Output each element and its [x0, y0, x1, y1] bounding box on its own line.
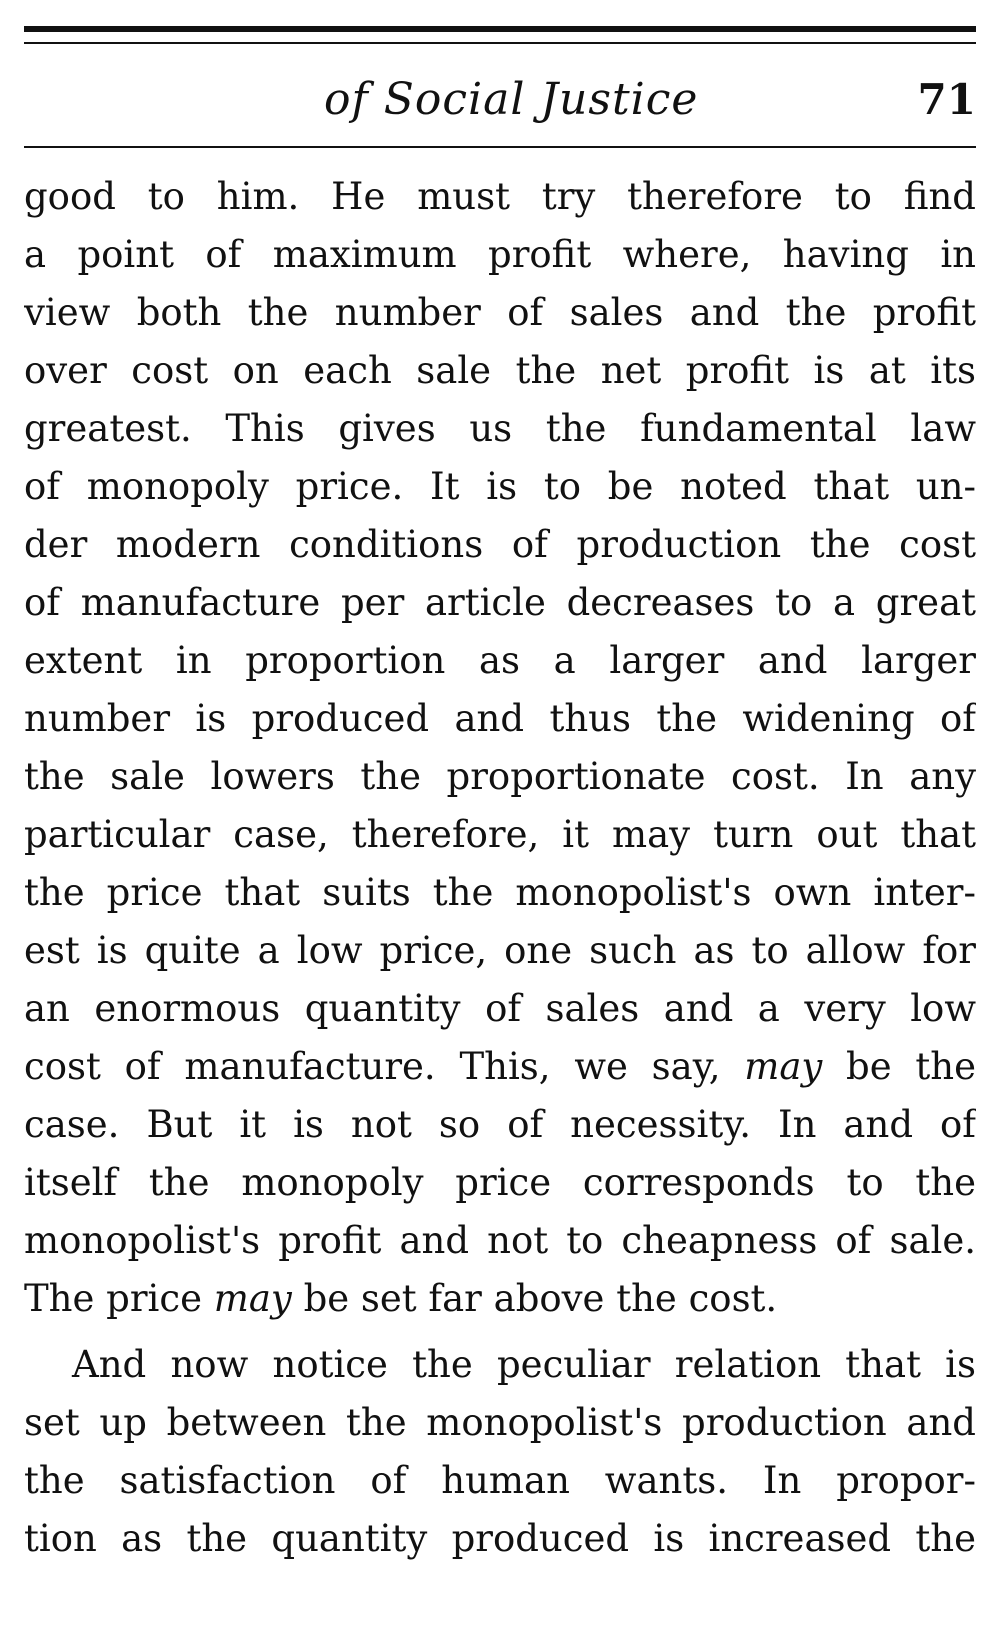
line-text: itself the monopoly price corresponds to the — [24, 1161, 976, 1204]
line-text: cost of manufacture. This, we say, — [24, 1045, 745, 1088]
line-text: particular case, therefore, it may turn out that — [24, 813, 976, 856]
emphasis-text: may — [744, 1045, 823, 1088]
text-line — [24, 1452, 976, 1510]
text-line — [24, 748, 976, 806]
text-line — [24, 458, 976, 516]
line-text: set up between the monopolist's production and — [24, 1401, 976, 1444]
line-text: And now notice the peculiar relation that is — [72, 1343, 976, 1386]
text-line — [24, 632, 976, 690]
text-line — [24, 574, 976, 632]
line-text: of manufacture per article decreases to a great — [24, 581, 976, 624]
text-line — [24, 980, 976, 1038]
line-text: over cost on each sale the net profit is at its — [24, 349, 976, 392]
line-text: case. But it is not so of necessity. In and of — [24, 1103, 976, 1146]
line-text: tion as the quantity produced is increased the — [24, 1517, 976, 1560]
text-line — [24, 1270, 976, 1328]
book-page — [24, 0, 976, 1651]
text-line — [24, 1212, 976, 1270]
text-line — [24, 1154, 976, 1212]
text-line — [24, 1394, 976, 1452]
line-text: good to him. He must try therefore to find — [24, 175, 976, 218]
running-head-title: of Social Justice — [324, 74, 699, 125]
header-rule-thick — [24, 26, 976, 32]
running-head-rule — [24, 146, 976, 148]
text-line — [24, 690, 976, 748]
text-line — [24, 284, 976, 342]
line-text: greatest. This gives us the fundamental law — [24, 407, 976, 450]
line-text: of monopoly price. It is to be noted that un- — [24, 465, 976, 508]
text-line — [24, 864, 976, 922]
line-text: The price — [24, 1277, 214, 1320]
text-line — [24, 516, 976, 574]
paragraph — [24, 1336, 976, 1568]
line-text: monopolist's profit and not to cheapness of sale. — [24, 1219, 976, 1262]
line-text: number is produced and thus the widening of — [24, 697, 976, 740]
text-line — [24, 400, 976, 458]
text-line — [24, 1096, 976, 1154]
line-text: be set far above the cost. — [291, 1277, 778, 1320]
text-line — [24, 342, 976, 400]
line-text: a point of maximum profit where, having in — [24, 233, 976, 276]
text-line — [24, 1038, 976, 1096]
running-head — [24, 72, 976, 132]
line-text: the sale lowers the proportionate cost. In any — [24, 755, 976, 798]
line-text: be the — [822, 1045, 976, 1088]
emphasis-text: may — [213, 1277, 292, 1320]
line-text: der modern conditions of production the cost — [24, 523, 976, 566]
paragraph — [24, 168, 976, 1328]
text-line — [24, 168, 976, 226]
line-text: an enormous quantity of sales and a very low — [24, 987, 976, 1030]
line-text: est is quite a low price, one such as to allow for — [24, 929, 976, 972]
text-line — [24, 922, 976, 980]
header-rule-thin — [24, 42, 976, 44]
text-line — [24, 1336, 976, 1394]
body-text — [24, 168, 976, 1568]
line-text: extent in proportion as a larger and larger — [24, 639, 976, 682]
line-text: the satisfaction of human wants. In propor- — [24, 1459, 976, 1502]
line-text: the price that suits the monopolist's own inter- — [24, 871, 976, 914]
text-line — [24, 226, 976, 284]
line-text: view both the number of sales and the profit — [24, 291, 976, 334]
text-line — [24, 806, 976, 864]
page-number: 71 — [917, 75, 976, 124]
text-line — [24, 1510, 976, 1568]
